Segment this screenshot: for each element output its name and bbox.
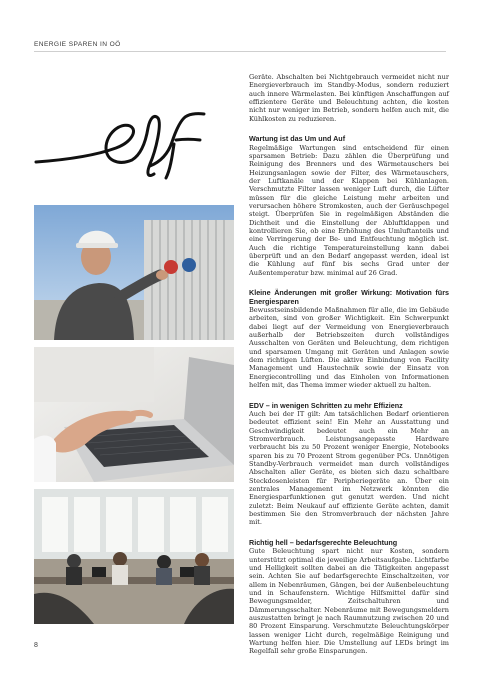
intro-paragraph: Geräte. Abschalten bei Nichtgebrauch vermeidet nicht nur Energieverbrauch im Standby-Modus, sondern reduziert auch innere Wärmelasten. Bei künftigen Anschaffungen auf effizientere Geräte und Beleuchtung achten, die kosten nicht nur weniger im Betrieb, sondern helfen auch mit, die Kühlkosten zu reduzieren.	[249, 73, 449, 123]
section-text-wartung: Regelmäßige Wartungen sind entscheidend für einen sparsamen Betrieb: Dazu zählen die Überprüfung und Reinigung des Brenners und des Wärmetauschers bei Heizungsanlagen sowie der Filter, des Wärmetauschers, der Luftkanäle und der Klappen bei Kühlanlagen. Verschmutzte Filter lassen weniger Luft durch, die Lüfter müssen für die gleiche Leistung mehr arbeiten und verursachen höhere Stromkosten, auch der Geräuschpegel steigt. Überprüfen Sie in regelmäßigen Abständen die Dichtheit und die Einstellung der Abluftklappen und kontrollieren Sie, ob eine Erhöhung des Umluftanteils und eine Verringerung der Be- und Entfeuchtung möglich ist. Auch die richtige Temperatureinstellung kann dabei überprüft und an den Bedarf angepasst werden, ideal ist die Kühlung auf fünf bis sechs Grad unter der Außentemperatur bzw. minimal auf 26 Grad.	[249, 143, 449, 277]
section-heading-edv: EDV – in wenigen Schritten zu mehr Effizienz	[249, 400, 403, 410]
header-divider	[34, 51, 446, 52]
article-column	[249, 73, 449, 656]
office-photo	[34, 489, 234, 624]
section-heading-wartung: Wartung ist das Um und Auf	[249, 134, 346, 144]
section-label: ENERGIE SPAREN IN OÖ	[34, 41, 121, 48]
section-text-beleuchtung: Gute Beleuchtung spart nicht nur Kosten, sondern unterstützt optimal die jeweilige Arbeitsaufgabe. Lichtfarbe und Helligkeit sollten dabei an die Tätigkeiten angepasst sein. Achten Sie auf bedarfsgerechte Einschaltzeiten, vor allem in Nebenräumen, Gängen, bei der Außenbeleuchtung und in Schaufenstern. Wichtige Hilfsmittel dafür sind Bewegungsmelder, Zeitschaltuhren und Dämmerungsschalter. Nebenräume mit Bewegungsmeldern auszustatten bringt je nach Raumnutzung zwischen 20 und 80 Prozent Einsparung. Verschmutzte Beleuchtungskörper lassen weniger Licht durch, regelmäßige Reinigung und Wartung helfen hier. Die Umstellung auf LEDs bringt im Regelfall sehr große Einsparungen.	[249, 547, 449, 656]
section-text-motivation: Bewusstseinsbildende Maßnahmen für alle, die im Gebäude arbeiten, sind von großer Wichtigkeit. Ein Schwerpunkt dabei liegt auf der Vermeidung von Energieverbrauch außerhalb der Betriebszeiten durch vollständiges Ausschalten von Geräten und Beleuchtung, dem richtigen und sparsamen Umgang mit Geräten und Anlagen sowie dem richtigen Lüften. Die aktive Einbindung von Facility Management und Haustechnik sowie der Einsatz von Energiecontrolling und das Einholen von Informationen helfen mit, das Thema immer wieder aktuell zu halten.	[249, 306, 449, 390]
laptop-photo	[34, 347, 234, 482]
technician-photo	[34, 205, 234, 340]
section-heading-beleuchtung: Richtig hell – bedarfsgerechte Beleuchtung	[249, 537, 398, 547]
section-heading-motivation: Kleine Änderungen mit großer Wirkung: Motivation fürs Energiesparen	[249, 288, 449, 306]
page-number: 8	[34, 642, 38, 649]
section-text-edv: Auch bei der IT gilt: Am tatsächlichen Bedarf orientieren bedeutet effizient sein! Ein Mehr an Ausstattung und Geschwindigkeit bedeutet auch ein Mehr an Stromverbrauch. Leistungsangepasste Hardware verbraucht bis zu 50 Prozent weniger Energie, Notebooks sparen bis zu 70 Prozent Strom gegenüber PCs. Unnötigen Standby-Verbrauch vermeidet man durch vollständiges Abschalten aller Geräte, es bieten sich dazu schaltbare Steckdosenleisten für Peripheriegeräte an. Über ein zentrales Management im Netzwerk könnten die Energiesparfunktionen gut genutzt werden. Und nicht zuletzt: Beim Neukauf auf effiziente Geräte achten, damit bestimmen Sie den Stromverbrauch der nächsten Jahre mit.	[249, 410, 449, 527]
elf-logo	[34, 100, 234, 180]
